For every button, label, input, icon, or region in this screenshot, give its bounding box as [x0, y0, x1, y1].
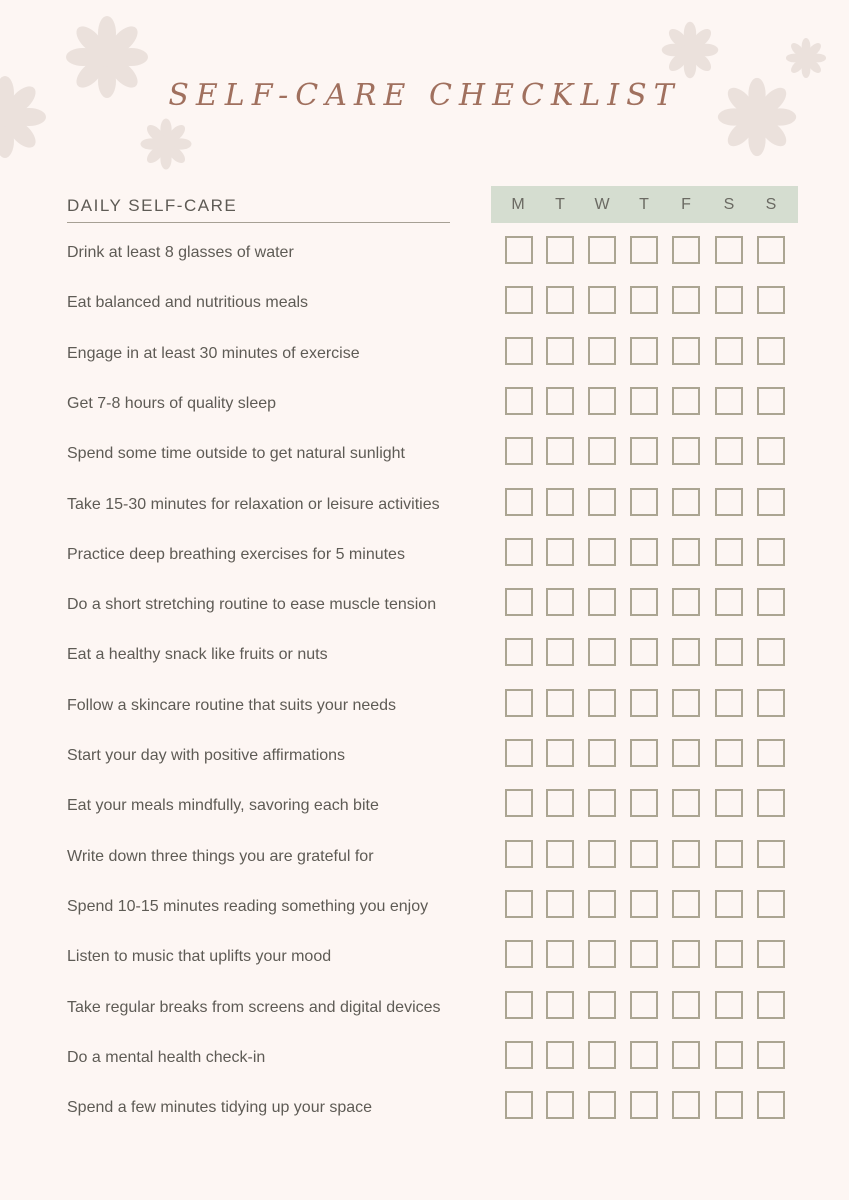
day-label-fri: F — [681, 196, 691, 213]
checkbox-sat[interactable] — [715, 689, 743, 717]
checkbox-thu[interactable] — [630, 286, 658, 314]
day-label-tue: T — [555, 196, 565, 213]
checkbox-fri[interactable] — [672, 991, 700, 1019]
checkbox-mon[interactable] — [505, 840, 533, 868]
checkbox-tue[interactable] — [546, 1091, 574, 1119]
task-label: Eat a healthy snack like fruits or nuts — [67, 646, 328, 664]
checkbox-sun[interactable] — [757, 638, 785, 666]
day-label-sun: S — [765, 196, 777, 213]
checkbox-sat[interactable] — [715, 940, 743, 968]
checkbox-sat[interactable] — [715, 286, 743, 314]
checkbox-wed[interactable] — [588, 689, 616, 717]
checkbox-wed[interactable] — [588, 638, 616, 666]
checkbox-tue[interactable] — [546, 236, 574, 264]
checkbox-thu[interactable] — [630, 890, 658, 918]
checkbox-thu[interactable] — [630, 236, 658, 264]
task-label: Eat balanced and nutritious meals — [67, 294, 309, 312]
checkbox-sat[interactable] — [715, 337, 743, 365]
checkbox-thu[interactable] — [630, 387, 658, 415]
checkbox-mon[interactable] — [505, 689, 533, 717]
checkbox-thu[interactable] — [630, 638, 658, 666]
day-header — [491, 186, 798, 223]
task-label: Spend 10-15 minutes reading something you enjoy — [67, 897, 429, 915]
checkbox-sun[interactable] — [757, 538, 785, 566]
checkbox-fri[interactable] — [672, 337, 700, 365]
checkbox-sun[interactable] — [757, 840, 785, 868]
checkbox-sat[interactable] — [715, 387, 743, 415]
task-label: Spend a few minutes tidying up your space — [67, 1099, 373, 1117]
checkbox-sat[interactable] — [715, 538, 743, 566]
checkbox-tue[interactable] — [546, 337, 574, 365]
checkbox-fri[interactable] — [672, 236, 700, 264]
checkbox-tue[interactable] — [546, 387, 574, 415]
day-label-sat: S — [723, 196, 735, 213]
checkbox-wed[interactable] — [588, 890, 616, 918]
checkbox-fri[interactable] — [672, 840, 700, 868]
checkbox-tue[interactable] — [546, 940, 574, 968]
checkbox-sun[interactable] — [757, 236, 785, 264]
checkbox-sat[interactable] — [715, 588, 743, 616]
checkbox-sun[interactable] — [757, 739, 785, 767]
page-title: SELF-CARE CHECKLIST — [168, 78, 681, 113]
flower-decoration — [784, 36, 828, 80]
checkbox-tue[interactable] — [546, 638, 574, 666]
checkbox-mon[interactable] — [505, 286, 533, 314]
checkbox-fri[interactable] — [672, 286, 700, 314]
task-label: Take regular breaks from screens and digital devices — [67, 998, 441, 1016]
checkbox-mon[interactable] — [505, 337, 533, 365]
checkbox-wed[interactable] — [588, 437, 616, 465]
checkbox-mon[interactable] — [505, 538, 533, 566]
flower-decoration — [659, 19, 721, 81]
task-label: Engage in at least 30 minutes of exercise — [67, 344, 360, 362]
checkbox-tue[interactable] — [546, 588, 574, 616]
day-label-mon: M — [511, 196, 525, 213]
task-label: Listen to music that uplifts your mood — [67, 948, 332, 966]
checkbox-thu[interactable] — [630, 991, 658, 1019]
checkbox-mon[interactable] — [505, 991, 533, 1019]
checkbox-tue[interactable] — [546, 789, 574, 817]
checkbox-mon[interactable] — [505, 940, 533, 968]
checkbox-wed[interactable] — [588, 1091, 616, 1119]
checkbox-tue[interactable] — [546, 840, 574, 868]
checkbox-sat[interactable] — [715, 789, 743, 817]
checkbox-tue[interactable] — [546, 538, 574, 566]
task-label: Do a mental health check-in — [67, 1048, 266, 1066]
checkbox-tue[interactable] — [546, 689, 574, 717]
task-label: Write down three things you are grateful for — [67, 847, 374, 865]
task-label: Drink at least 8 glasses of water — [67, 244, 294, 261]
checkbox-thu[interactable] — [630, 940, 658, 968]
checkbox-fri[interactable] — [672, 739, 700, 767]
checkbox-wed[interactable] — [588, 940, 616, 968]
checkbox-sat[interactable] — [715, 437, 743, 465]
checkbox-thu[interactable] — [630, 538, 658, 566]
checkbox-sat[interactable] — [715, 739, 743, 767]
checkbox-sun[interactable] — [757, 689, 785, 717]
checkbox-mon[interactable] — [505, 789, 533, 817]
checkbox-tue[interactable] — [546, 286, 574, 314]
checkbox-mon[interactable] — [505, 588, 533, 616]
checkbox-thu[interactable] — [630, 789, 658, 817]
checkbox-tue[interactable] — [546, 739, 574, 767]
checkbox-fri[interactable] — [672, 689, 700, 717]
checkbox-wed[interactable] — [588, 387, 616, 415]
checkbox-thu[interactable] — [630, 337, 658, 365]
task-label: Do a short stretching routine to ease muscle tension — [67, 596, 437, 614]
checkbox-mon[interactable] — [505, 387, 533, 415]
checkbox-mon[interactable] — [505, 1091, 533, 1119]
checkbox-tue[interactable] — [546, 890, 574, 918]
checkbox-tue[interactable] — [546, 437, 574, 465]
checkbox-fri[interactable] — [672, 890, 700, 918]
checkbox-sat[interactable] — [715, 1041, 743, 1069]
checkbox-wed[interactable] — [588, 236, 616, 264]
checkbox-sun[interactable] — [757, 940, 785, 968]
checkbox-fri[interactable] — [672, 387, 700, 415]
checkbox-thu[interactable] — [630, 739, 658, 767]
checkbox-sun[interactable] — [757, 488, 785, 516]
checkbox-fri[interactable] — [672, 1091, 700, 1119]
checkbox-fri[interactable] — [672, 789, 700, 817]
flower-decoration — [138, 116, 194, 172]
checkbox-tue[interactable] — [546, 991, 574, 1019]
checkbox-sun[interactable] — [757, 387, 785, 415]
checkbox-sat[interactable] — [715, 236, 743, 264]
checkbox-sun[interactable] — [757, 789, 785, 817]
task-label: Spend some time outside to get natural sunlight — [67, 445, 405, 463]
checkbox-wed[interactable] — [588, 286, 616, 314]
checkbox-mon[interactable] — [505, 236, 533, 264]
task-label: Get 7-8 hours of quality sleep — [67, 394, 277, 412]
checkbox-wed[interactable] — [588, 488, 616, 516]
checkbox-sun[interactable] — [757, 890, 785, 918]
checkbox-sun[interactable] — [757, 991, 785, 1019]
checkbox-sun[interactable] — [757, 286, 785, 314]
checkbox-thu[interactable] — [630, 1091, 658, 1119]
checkbox-fri[interactable] — [672, 588, 700, 616]
checkbox-wed[interactable] — [588, 789, 616, 817]
checkbox-sat[interactable] — [715, 638, 743, 666]
task-label: Follow a skincare routine that suits your needs — [67, 696, 397, 714]
checkbox-thu[interactable] — [630, 437, 658, 465]
checkbox-sat[interactable] — [715, 890, 743, 918]
checkbox-fri[interactable] — [672, 638, 700, 666]
checkbox-wed[interactable] — [588, 991, 616, 1019]
checkbox-mon[interactable] — [505, 437, 533, 465]
checkbox-thu[interactable] — [630, 588, 658, 616]
checkbox-fri[interactable] — [672, 437, 700, 465]
checkbox-tue[interactable] — [546, 488, 574, 516]
checkbox-sun[interactable] — [757, 437, 785, 465]
checkbox-wed[interactable] — [588, 337, 616, 365]
checkbox-sun[interactable] — [757, 1091, 785, 1119]
checkbox-wed[interactable] — [588, 588, 616, 616]
task-label: Start your day with positive affirmations — [67, 747, 346, 764]
checkbox-mon[interactable] — [505, 1041, 533, 1069]
checkbox-fri[interactable] — [672, 538, 700, 566]
checkbox-thu[interactable] — [630, 1041, 658, 1069]
checkbox-sun[interactable] — [757, 337, 785, 365]
task-label: Practice deep breathing exercises for 5 minutes — [67, 545, 405, 563]
task-label: Take 15-30 minutes for relaxation or leisure activities — [67, 495, 440, 513]
day-label-wed: W — [594, 196, 610, 213]
checkbox-sat[interactable] — [715, 991, 743, 1019]
task-label: Eat your meals mindfully, savoring each bite — [67, 797, 379, 815]
checkbox-wed[interactable] — [588, 1041, 616, 1069]
checkbox-tue[interactable] — [546, 1041, 574, 1069]
checkbox-mon[interactable] — [505, 488, 533, 516]
checkbox-fri[interactable] — [672, 488, 700, 516]
checkbox-sat[interactable] — [715, 1091, 743, 1119]
checkbox-sun[interactable] — [757, 588, 785, 616]
checkbox-sat[interactable] — [715, 488, 743, 516]
checkbox-thu[interactable] — [630, 488, 658, 516]
checkbox-thu[interactable] — [630, 840, 658, 868]
checkbox-mon[interactable] — [505, 638, 533, 666]
checkbox-thu[interactable] — [630, 689, 658, 717]
checkbox-wed[interactable] — [588, 739, 616, 767]
checkbox-wed[interactable] — [588, 538, 616, 566]
checkbox-sat[interactable] — [715, 840, 743, 868]
checkbox-wed[interactable] — [588, 840, 616, 868]
section-title: DAILY SELF-CARE — [67, 196, 450, 223]
checkbox-fri[interactable] — [672, 940, 700, 968]
checkbox-fri[interactable] — [672, 1041, 700, 1069]
day-label-thu: T — [639, 196, 649, 213]
checkbox-mon[interactable] — [505, 739, 533, 767]
checkbox-mon[interactable] — [505, 890, 533, 918]
checkbox-sun[interactable] — [757, 1041, 785, 1069]
